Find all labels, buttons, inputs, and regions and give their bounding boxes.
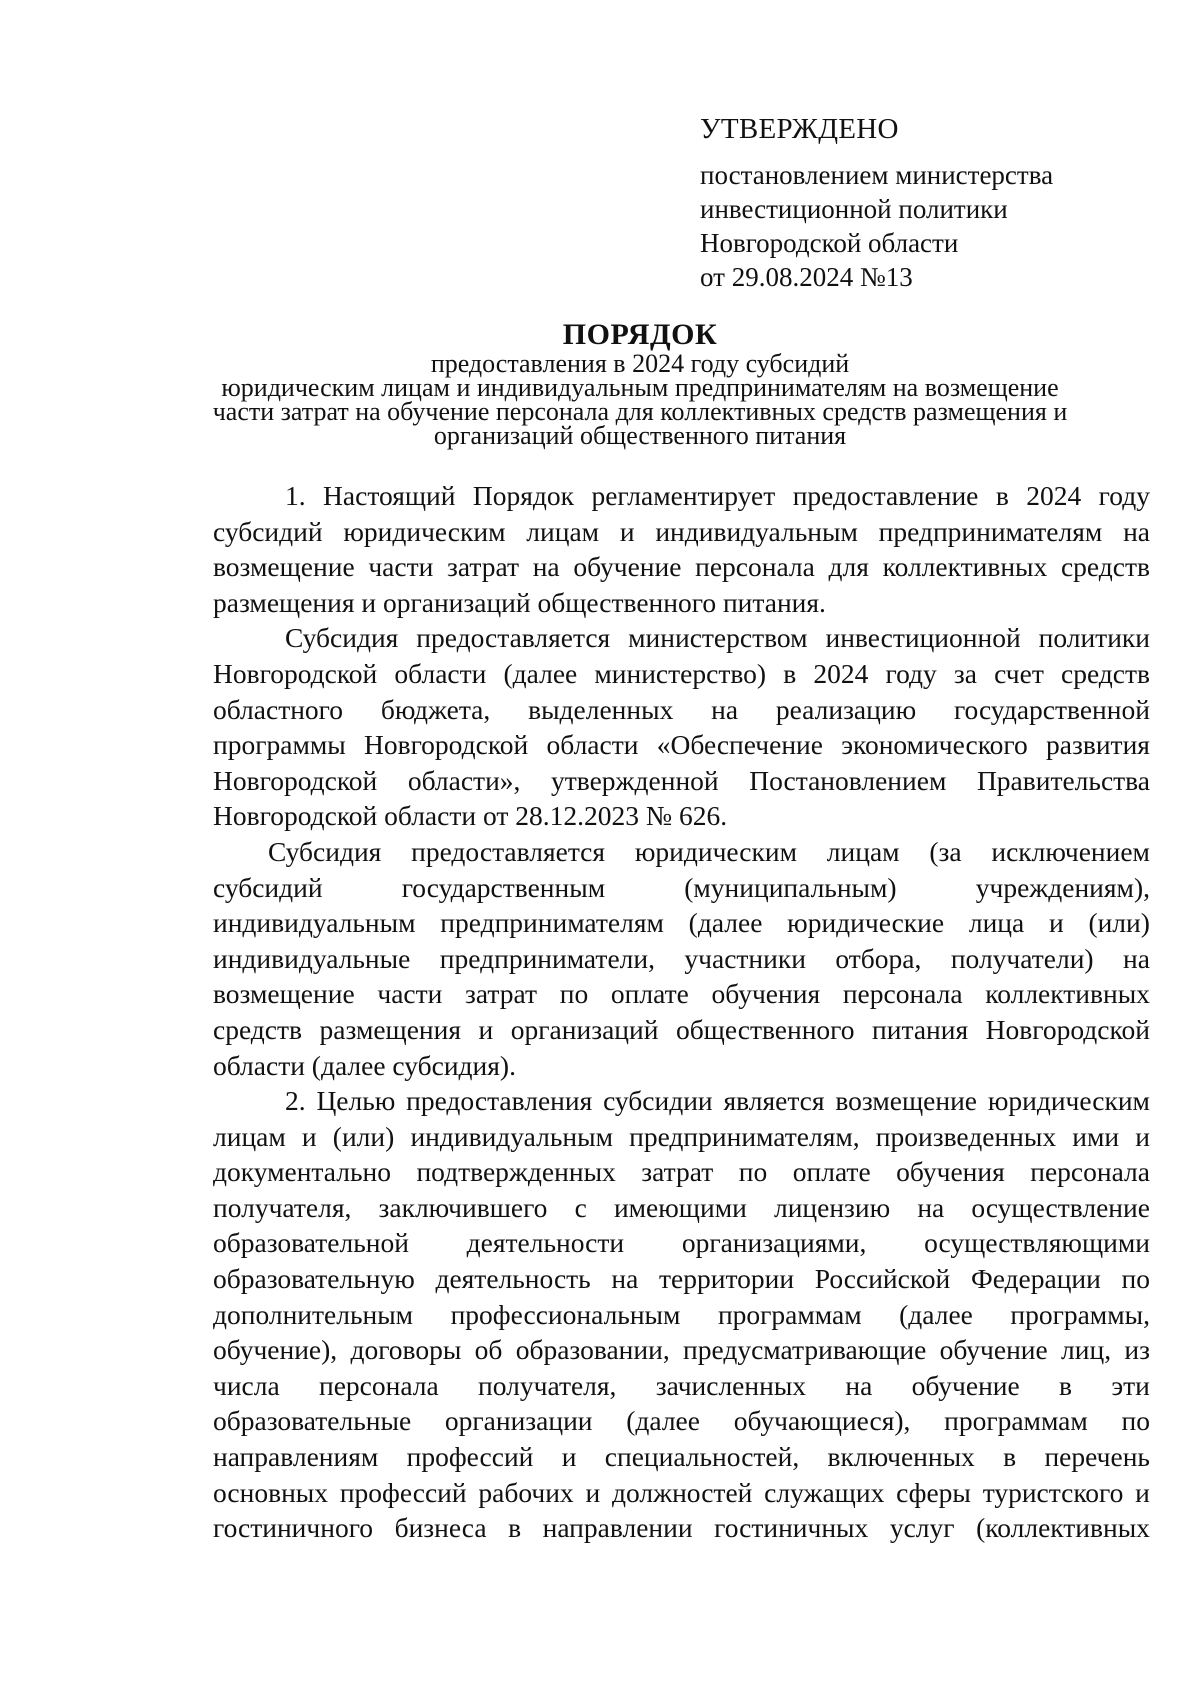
body-word: персонала	[1030, 1156, 1150, 1188]
body-word: индивидуальным	[410, 1120, 613, 1152]
body-word: лицам	[826, 835, 900, 867]
body-word: произведенных	[875, 1120, 1057, 1152]
body-line	[213, 1510, 1150, 1546]
body-word: средств	[1060, 551, 1150, 583]
body-word: 1.	[285, 480, 306, 511]
body-word: государственной	[953, 693, 1150, 725]
body-word: возмещение	[213, 551, 355, 583]
body-word: обучающиеся),	[733, 1405, 911, 1437]
body-word: индивидуальным	[213, 907, 416, 939]
body-word: затрат	[447, 551, 519, 583]
body-word: персонала	[842, 978, 963, 1010]
body-word: части	[377, 978, 443, 1010]
body-word: лица	[968, 907, 1025, 939]
body-word: Постановлением	[749, 764, 947, 796]
body-word: образовании,	[515, 1334, 670, 1366]
body-word: в	[783, 657, 797, 689]
body-word: зачисленных	[655, 1369, 807, 1401]
body-word: экономического	[841, 729, 1028, 761]
body-word: программам	[717, 1298, 862, 1330]
body-line	[213, 549, 1150, 585]
body-word: об	[474, 1334, 503, 1366]
body-line	[213, 1332, 1150, 1368]
body-word: министерством	[628, 622, 808, 654]
body-word: образовательную	[213, 1263, 415, 1295]
body-word: бюджета,	[380, 693, 491, 725]
body-word: программам	[944, 1405, 1088, 1437]
body-word: персонала	[319, 1369, 439, 1401]
body-word: (муниципальным)	[684, 871, 897, 903]
body-line: Новгородской области от 28.12.2023 № 626.	[213, 800, 728, 832]
approval-date-number: от 29.08.2024 №13	[700, 262, 913, 292]
body-word: деятельность	[435, 1263, 591, 1295]
body-line	[213, 1083, 1150, 1119]
body-word: размещения	[319, 1013, 462, 1045]
body-word: (коллективных	[976, 1512, 1150, 1544]
body-word: исключением	[991, 835, 1150, 867]
body-line	[213, 1403, 1150, 1439]
body-word: регламентирует	[591, 480, 776, 511]
body-word: (или)	[332, 1120, 395, 1152]
body-word: за	[953, 657, 977, 689]
body-word: Новгородской	[213, 657, 378, 689]
body-word: утвержденной	[551, 764, 719, 796]
body-word: индивидуальные	[213, 942, 411, 974]
body-line	[213, 1225, 1150, 1261]
body-word: основных	[213, 1476, 329, 1508]
body-word: и	[1135, 1476, 1150, 1508]
body-word: 2.	[285, 1085, 306, 1117]
body-word: территории	[659, 1263, 795, 1295]
body-word: развития	[1046, 729, 1150, 761]
body-word: и	[1048, 907, 1064, 939]
body-word: (далее	[688, 907, 763, 939]
body-word: имеющими	[613, 1191, 747, 1223]
body-line	[213, 1190, 1150, 1226]
body-word: сферы	[896, 1476, 971, 1508]
body-word: организациями,	[681, 1227, 867, 1259]
body-word: на	[917, 1191, 945, 1223]
body-word: на	[611, 1263, 639, 1295]
body-word: профессий	[406, 1441, 534, 1473]
body-word: году	[1098, 480, 1150, 511]
body-word: Порядок	[472, 480, 575, 511]
body-line	[213, 976, 1150, 1012]
body-word: в	[1003, 1441, 1017, 1473]
body-word: и	[561, 1441, 577, 1473]
body-line	[213, 1012, 1150, 1048]
subtitle-line: организаций общественного питания	[433, 421, 847, 450]
body-word: договоры	[350, 1334, 462, 1366]
body-line	[213, 763, 1150, 799]
body-word: осуществление	[971, 1191, 1150, 1223]
body-word: образовательные	[213, 1405, 412, 1437]
body-word: документально	[213, 1156, 391, 1188]
body-word: по	[1121, 1405, 1150, 1437]
body-word: включенных	[827, 1441, 975, 1473]
document-title-block	[200, 318, 1080, 448]
body-line	[213, 1475, 1150, 1511]
body-word: в	[508, 1512, 522, 1544]
body-word: Субсидия	[268, 835, 382, 867]
body-word: на	[845, 1369, 873, 1401]
body-word: с	[574, 1191, 587, 1223]
body-word: и	[478, 1013, 494, 1045]
approval-line: постановлением министерства	[700, 160, 1054, 190]
body-word: обучение	[911, 1369, 1020, 1401]
body-word: отбора,	[835, 942, 922, 974]
body-word: (далее	[899, 1298, 973, 1330]
body-word: средств	[213, 1013, 302, 1045]
body-word: персонала	[695, 551, 815, 583]
body-word: участники	[684, 942, 806, 974]
body-word: профессий	[339, 1476, 467, 1508]
body-word: области»,	[407, 764, 521, 796]
body-word: юридическим	[343, 515, 506, 547]
body-word: возмещение	[213, 978, 355, 1010]
body-word: в	[995, 480, 1009, 511]
body-word: области	[546, 729, 639, 761]
body-word: программы	[213, 729, 346, 761]
document-subtitle	[200, 349, 1080, 450]
body-word: Новгородской	[213, 764, 378, 796]
body-word: предусматривающие	[683, 1334, 927, 1366]
body-word: субсидий	[213, 871, 323, 903]
body-word: эти	[1111, 1369, 1150, 1401]
body-line	[213, 656, 1150, 692]
body-word: 2024	[1026, 480, 1082, 511]
body-word: и	[585, 1476, 601, 1508]
body-word: субсидий	[213, 515, 323, 547]
body-word: лиц,	[1061, 1334, 1112, 1366]
body-word: и	[1135, 1120, 1150, 1152]
body-word: программы,	[1010, 1298, 1150, 1330]
body-word: выделенных	[528, 693, 674, 725]
body-word: организации	[444, 1405, 593, 1437]
body-word: (далее	[503, 657, 578, 689]
document-title: ПОРЯДОК	[562, 318, 718, 351]
body-line	[213, 478, 1150, 514]
body-word: Российской	[814, 1263, 951, 1295]
body-word: областного	[213, 693, 344, 725]
approval-line: инвестиционной политики	[700, 194, 1008, 224]
body-word: Целью	[316, 1085, 396, 1117]
body-word: по	[738, 1156, 768, 1188]
body-line	[213, 1119, 1150, 1155]
body-word: служащих	[764, 1476, 885, 1508]
body-word: обучение),	[213, 1334, 338, 1366]
body-word: юридическим	[987, 1085, 1150, 1117]
subtitle-line: юридическим лицам и индивидуальным предпринимателям на возмещение	[221, 373, 1059, 402]
body-word: заключившего	[378, 1191, 548, 1223]
approval-line: Новгородской области	[700, 228, 959, 258]
body-word: организаций	[510, 1013, 659, 1045]
body-word: гостиничного	[213, 1512, 374, 1544]
body-word: оплате	[610, 978, 689, 1010]
body-line	[213, 870, 1150, 906]
body-word: деятельности	[466, 1227, 625, 1259]
body-word: Новгородской	[363, 729, 529, 761]
body-word: направлениям	[213, 1441, 379, 1473]
body-word: в	[1059, 1369, 1073, 1401]
body-word: 2024	[813, 657, 869, 689]
body-word: (далее	[626, 1405, 700, 1437]
body-word: обучение	[573, 551, 682, 583]
body-word: получатели)	[950, 942, 1094, 974]
body-word: юридическим	[634, 835, 797, 867]
body-word: субсидии	[603, 1085, 713, 1117]
subtitle-line: предоставления в 2024 году субсидий	[430, 349, 850, 378]
body-word: области	[394, 657, 487, 689]
body-word: по	[1121, 1263, 1150, 1295]
body-word: должностей	[611, 1476, 753, 1508]
body-line	[213, 514, 1150, 550]
body-word: по	[559, 978, 589, 1010]
body-word: предоставляется	[411, 835, 606, 867]
body-word: затрат	[641, 1156, 714, 1188]
body-word: (за	[929, 835, 962, 867]
body-word: предприниматели,	[439, 942, 655, 974]
body-word: обучения	[896, 1156, 1005, 1188]
body-word: лицензию	[773, 1191, 891, 1223]
body-word: предоставление	[792, 480, 979, 511]
body-word: специальностей,	[604, 1441, 800, 1473]
body-word: подтвержденных	[416, 1156, 616, 1188]
body-line	[213, 941, 1150, 977]
body-line: области (далее субсидия).	[213, 1049, 516, 1081]
body-word: обучение	[939, 1334, 1048, 1366]
body-word: предпринимателям	[440, 907, 664, 939]
body-word: году	[885, 657, 937, 689]
body-word: затрат	[465, 978, 538, 1010]
body-word: на	[1123, 515, 1150, 547]
body-line	[213, 905, 1150, 941]
body-word: счет	[994, 657, 1044, 689]
body-word: числа	[213, 1369, 280, 1401]
body-line	[213, 692, 1150, 728]
document-body	[213, 478, 1150, 1546]
body-word: индивидуальным	[655, 515, 858, 547]
body-word: лицам	[526, 515, 600, 547]
body-line	[213, 1154, 1150, 1190]
body-word: коллективных	[985, 978, 1150, 1010]
approval-block	[700, 112, 1140, 294]
body-word: министерство)	[594, 657, 767, 689]
body-word: рабочих	[478, 1476, 574, 1508]
body-word: лицам	[213, 1120, 286, 1152]
body-line	[213, 727, 1150, 763]
body-line	[213, 1261, 1150, 1297]
body-word: инвестиционной	[825, 622, 1021, 654]
body-word: общественного	[675, 1013, 855, 1045]
body-word: является	[723, 1085, 825, 1117]
body-word: реализацию	[775, 693, 917, 725]
subtitle-line: части затрат на обучение персонала для коллективных средств размещения и	[212, 397, 1068, 426]
body-word: юридические	[787, 907, 945, 939]
body-line	[213, 1439, 1150, 1475]
body-word: гостиничных	[714, 1512, 869, 1544]
body-line	[213, 620, 1150, 656]
body-word: бизнеса	[394, 1512, 487, 1544]
body-word: (или)	[1088, 907, 1150, 939]
body-word: Новгородской	[985, 1013, 1150, 1045]
body-word: предпринимателям,	[629, 1120, 860, 1152]
body-word: услуг	[889, 1512, 955, 1544]
body-word: осуществляющими	[924, 1227, 1150, 1259]
body-word: средств	[1060, 657, 1150, 689]
body-word: Федерации	[970, 1263, 1101, 1295]
body-word: получателя,	[478, 1369, 617, 1401]
body-word: и	[301, 1120, 317, 1152]
body-word: обучения	[711, 978, 821, 1010]
body-word: «Обеспечение	[656, 729, 823, 761]
body-line	[213, 1297, 1150, 1333]
body-word: возмещение	[835, 1085, 977, 1117]
body-word: части	[368, 551, 434, 583]
body-word: предпринимателям	[878, 515, 1103, 547]
body-word: направлении	[542, 1512, 693, 1544]
body-word: и	[619, 515, 635, 547]
body-word: Настоящий	[323, 480, 456, 511]
body-word: питания	[872, 1013, 969, 1045]
body-word: перечень	[1044, 1441, 1150, 1473]
body-word: государственным	[401, 871, 606, 903]
body-word: профессиональным	[450, 1298, 681, 1330]
body-word: Субсидия	[285, 622, 399, 654]
approval-heading: УТВЕРЖДЕНО	[700, 113, 899, 145]
body-line: размещения и организаций общественного питания.	[213, 586, 826, 618]
body-word: образовательной	[213, 1227, 409, 1259]
body-line	[213, 1368, 1150, 1404]
body-word: коллективных	[882, 551, 1048, 583]
body-word: для	[828, 551, 869, 583]
body-word: предоставления	[406, 1085, 593, 1117]
body-word: на	[1123, 942, 1150, 974]
body-word: дополнительным	[213, 1298, 414, 1330]
body-word: Правительства	[976, 764, 1150, 796]
body-line	[213, 834, 1150, 870]
body-word: получателя,	[213, 1191, 352, 1223]
body-word: ими	[1072, 1120, 1120, 1152]
body-word: предоставляется	[416, 622, 611, 654]
body-word: оплате	[792, 1156, 871, 1188]
body-word: учреждениям),	[975, 871, 1150, 903]
body-word: туристского	[982, 1476, 1124, 1508]
body-word: на	[532, 551, 560, 583]
body-word: политики	[1038, 622, 1150, 654]
body-word: на	[711, 693, 739, 725]
body-word: из	[1124, 1334, 1150, 1366]
